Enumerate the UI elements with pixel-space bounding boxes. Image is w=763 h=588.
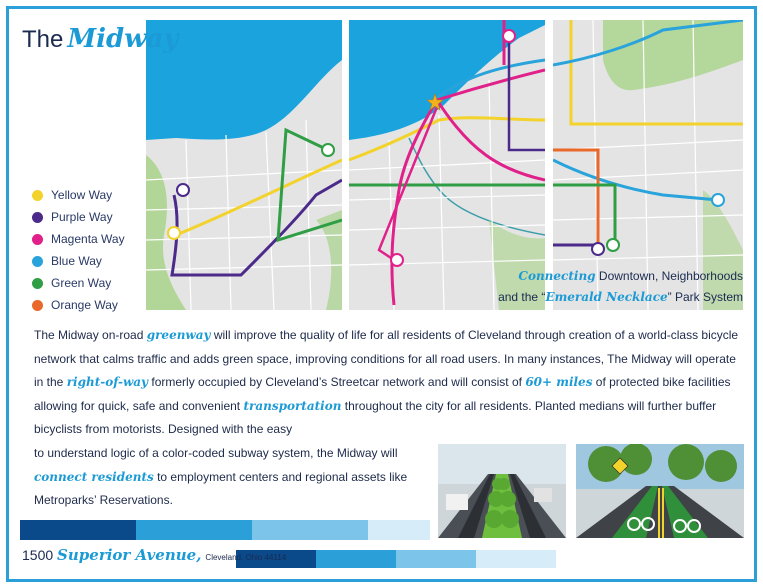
caption-line-2: [498, 287, 743, 308]
legend-label: Yellow Way: [51, 188, 113, 202]
footer-address: [22, 546, 286, 564]
legend-dot: [32, 234, 43, 245]
swatch-pale: [368, 520, 430, 540]
paragraph-highlight-connect-residents: connect residents: [34, 469, 154, 484]
legend-label: Blue Way: [51, 254, 102, 268]
legend-dot: [32, 256, 43, 267]
purple-way-endpoint-east: [592, 243, 604, 255]
yellow-way-endpoint: [168, 227, 180, 239]
green-way-endpoint: [322, 144, 334, 156]
address-street: Superior Avenue,: [57, 546, 202, 564]
street-rendering-right: [576, 444, 744, 538]
legend-item-yellow-way: [32, 184, 125, 206]
swatch-bottom-mid: [316, 550, 396, 568]
paragraph-text-1: The Midway on-road: [34, 328, 147, 342]
legend-dot: [32, 278, 43, 289]
purple-way-endpoint: [177, 184, 189, 196]
paragraph-short-text-2: to employment centers and regional assets like Metroparks’ Reservations.: [34, 469, 408, 507]
legend-label: Magenta Way: [51, 232, 125, 246]
street-rendering-left-svg: [438, 444, 566, 538]
address-number: 1500: [22, 547, 54, 563]
swatch-bottom-pale: [476, 550, 556, 568]
caption-script-1: Connecting: [518, 269, 596, 283]
paragraph-text-4: of protected bike facilities allowing for quick, safe and convenient: [34, 375, 731, 413]
page-title-overlay: [22, 24, 179, 54]
legend-dot: [32, 190, 43, 201]
paragraph-text-3: formerly occupied by Cleveland’s Streetcar network and will consist of: [148, 375, 526, 389]
description-paragraph-continued: [34, 442, 429, 513]
legend-item-green-way: [32, 272, 125, 294]
paragraph-highlight-transportation: transportation: [243, 398, 342, 413]
swatch-light: [252, 520, 368, 540]
paragraph-text-2: will improve the quality of life for all residents of Cleveland through creation of a world-class bicycle network that calms traffic and adds green space, improving conditions for all road users. In many instances, The Midway will operate in the: [34, 328, 739, 389]
caption-pre-2: and the “: [498, 290, 546, 304]
street-rendering-left: [438, 444, 566, 538]
blue-way-endpoint: [712, 194, 724, 206]
legend-item-blue-way: [32, 250, 125, 272]
panel-gap-1: [342, 20, 349, 310]
legend-dot: [32, 212, 43, 223]
paragraph-text-5: throughout the city for all residents. Planted medians will further buffer bicyclists from motorists. Designed with the easy: [34, 398, 717, 436]
title-script-overlay: Midway: [67, 24, 179, 54]
paragraph-highlight-miles: 60+ miles: [525, 375, 593, 389]
address-city: Cleveland, Ohio 44114: [205, 553, 287, 562]
description-paragraph: [34, 324, 744, 442]
paragraph-short-text-1: to understand logic of a color-coded subway system, the Midway will: [34, 446, 398, 460]
magenta-way-endpoint-north: [503, 30, 515, 42]
route-legend: [32, 184, 125, 316]
swatch-bottom-light: [396, 550, 476, 568]
street-rendering-right-svg: [576, 444, 744, 538]
green-way-endpoint-east: [607, 239, 619, 251]
caption-line-1: [498, 266, 743, 287]
map-panel-west: [146, 20, 342, 310]
swatch-mid: [136, 520, 252, 540]
magenta-way-endpoint-south: [391, 254, 403, 266]
swatch-dark: [20, 520, 136, 540]
map-caption: [498, 266, 743, 308]
legend-item-orange-way: [32, 294, 125, 316]
legend-label: Green Way: [51, 276, 112, 290]
title-prefix-overlay: The: [22, 26, 64, 53]
legend-label: Orange Way: [51, 298, 118, 312]
caption-post-2: ” Park System: [667, 290, 743, 304]
paragraph-highlight-greenway: greenway: [146, 328, 211, 342]
legend-dot: [32, 300, 43, 311]
map-west-svg: [146, 20, 342, 310]
legend-item-magenta-way: [32, 228, 125, 250]
legend-item-purple-way: [32, 206, 125, 228]
legend-label: Purple Way: [51, 210, 113, 224]
caption-rest-1: Downtown, Neighborhoods: [595, 269, 743, 283]
caption-script-2: Emerald Necklace: [545, 290, 668, 304]
paragraph-highlight-right-of-way: right-of-way: [66, 375, 149, 389]
